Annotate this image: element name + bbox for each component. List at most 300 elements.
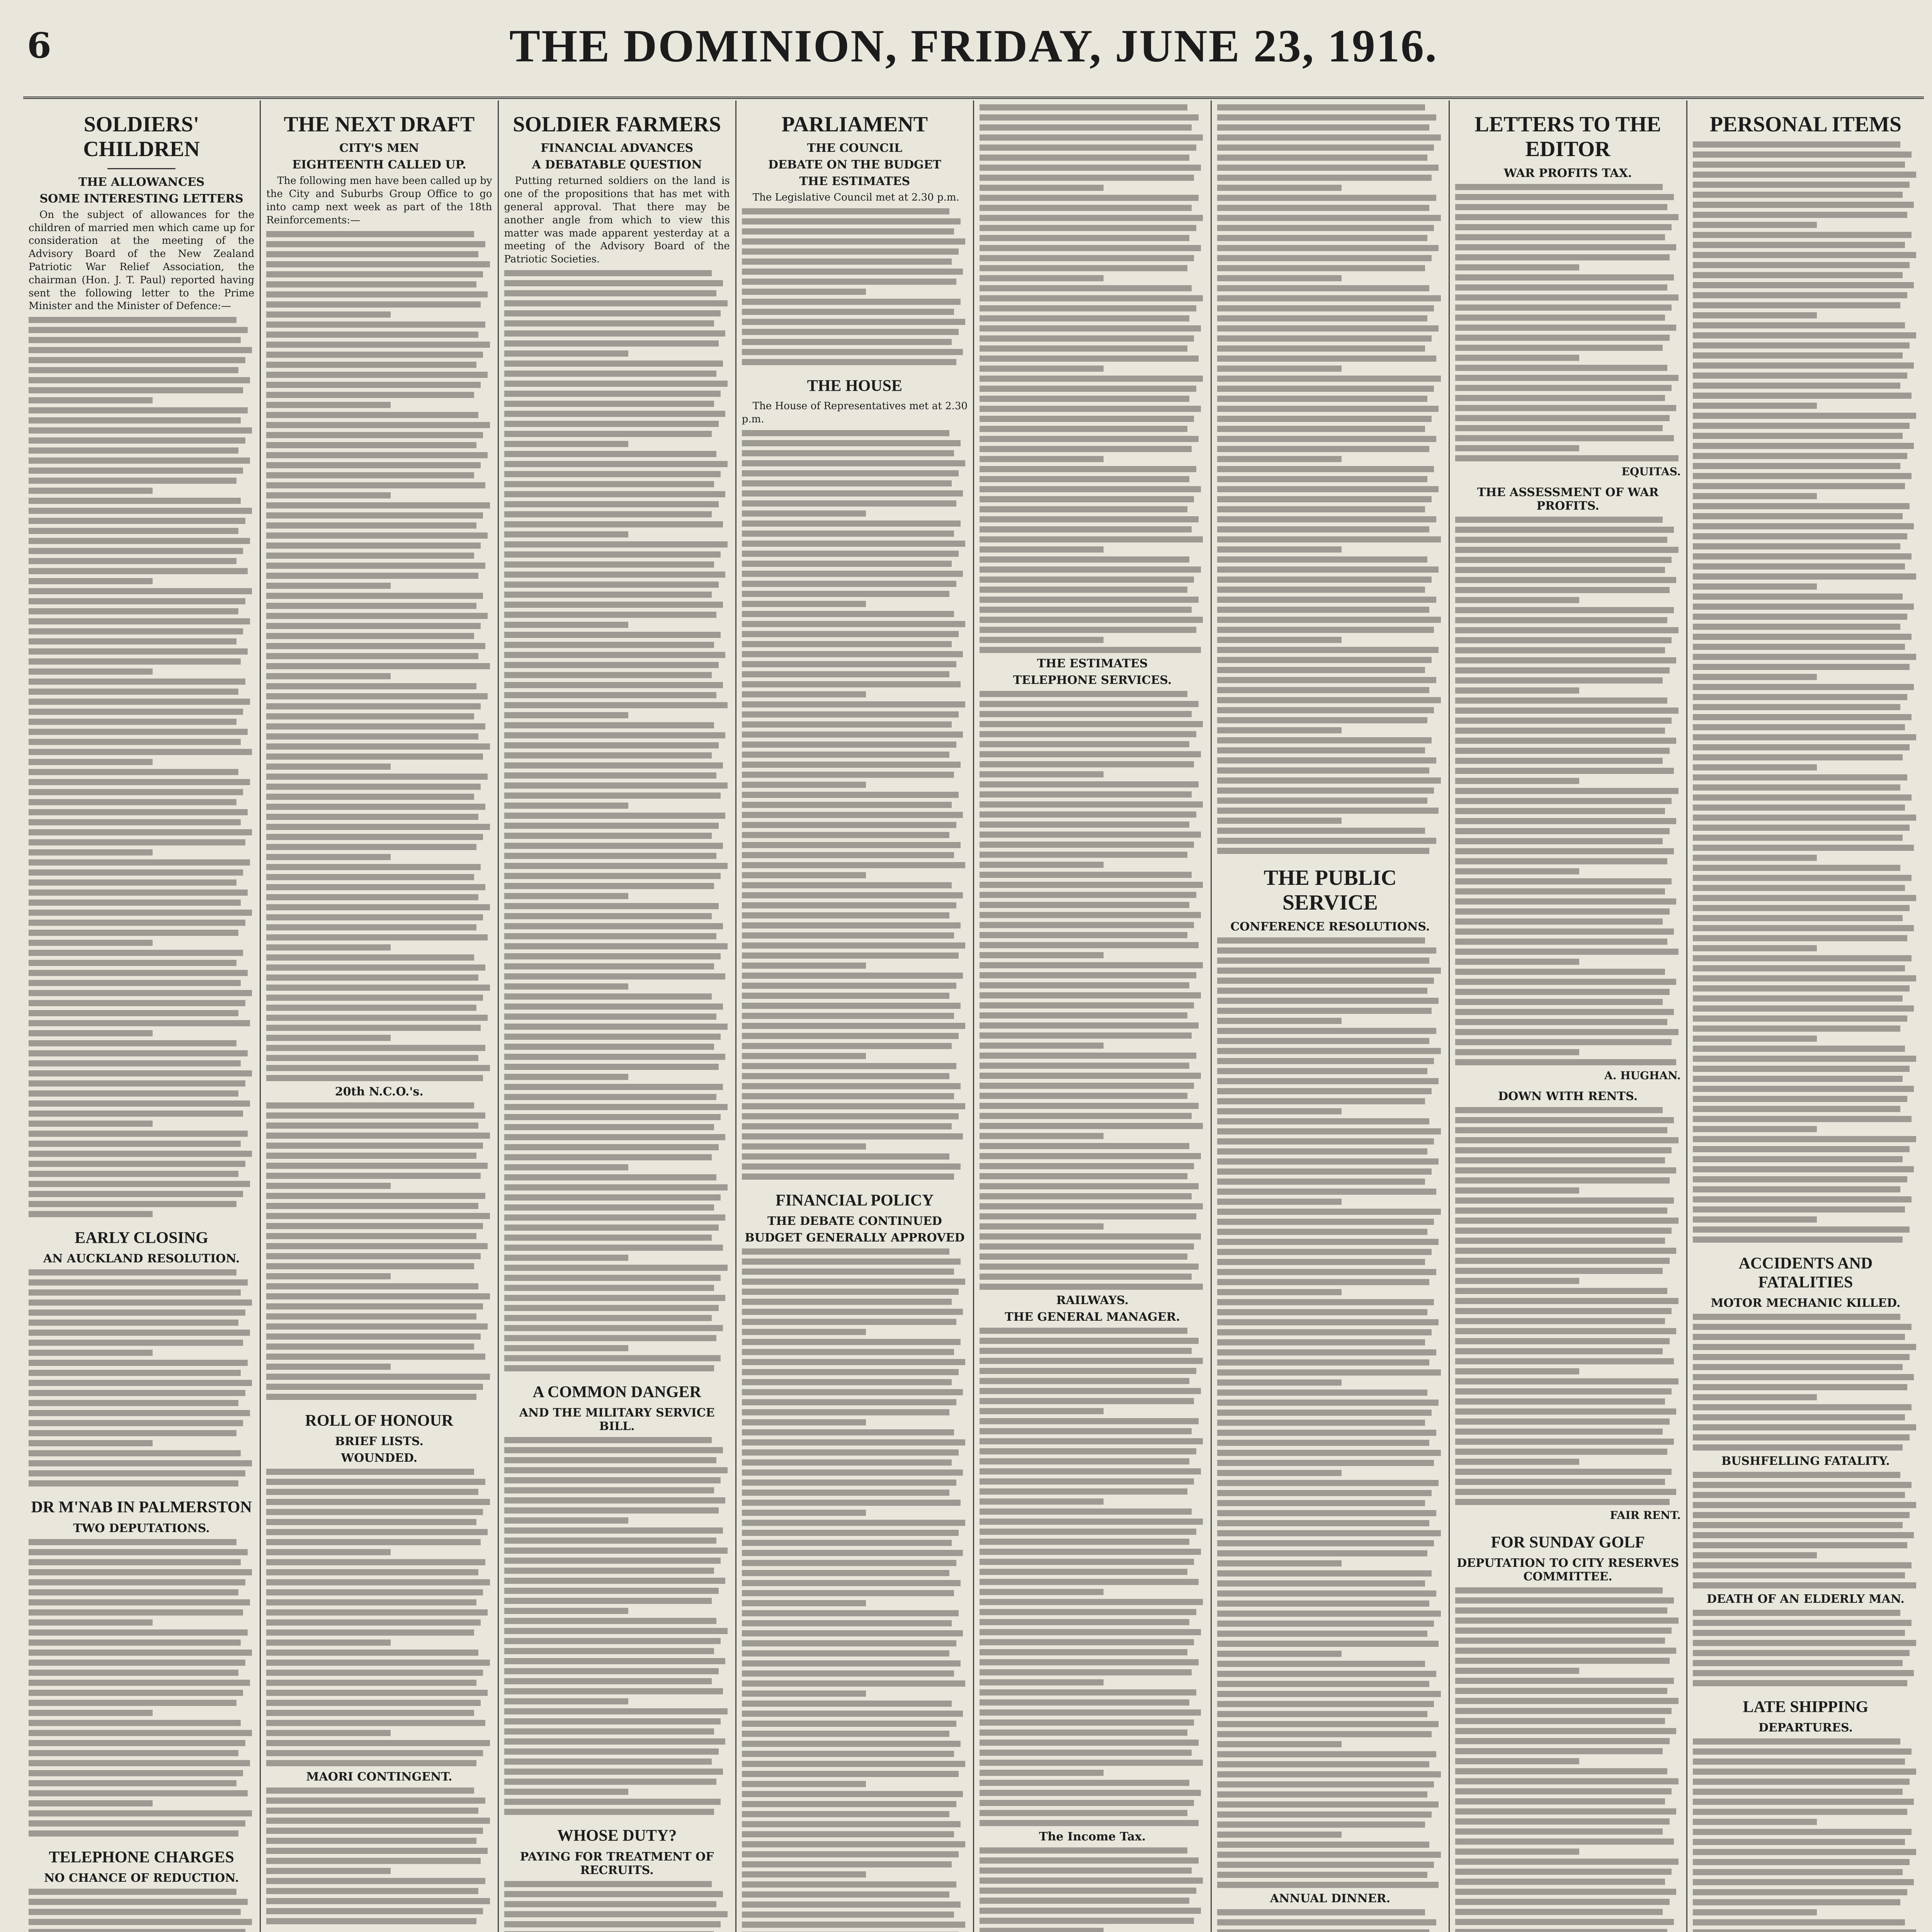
text-line: [266, 1549, 390, 1555]
text-line: [504, 1799, 721, 1805]
text-line: [1693, 634, 1912, 640]
text-line: [1693, 1005, 1914, 1012]
text-line: [29, 970, 248, 976]
text-line: [1455, 1648, 1677, 1654]
article-headline: SOLDIER FARMERS: [513, 112, 721, 136]
text-line: [980, 185, 1104, 191]
text-line: [980, 205, 1192, 211]
text-line: [1217, 145, 1434, 151]
text-line: [1455, 395, 1665, 401]
text-line: [1693, 533, 1907, 539]
text-line: [1693, 1492, 1905, 1498]
text-line: [742, 952, 959, 959]
text-line: [980, 486, 1201, 492]
text-line: [1455, 1768, 1667, 1774]
text-line: [266, 663, 490, 669]
text-line: [29, 1700, 236, 1706]
text-line: [1455, 1919, 1674, 1925]
text-line: [266, 1479, 485, 1485]
text-line: [1693, 282, 1914, 288]
text-line: [1693, 1196, 1912, 1202]
text-line: [29, 889, 248, 896]
text-line: [266, 1303, 483, 1310]
text-line: [1217, 1349, 1436, 1355]
article-body: [742, 1248, 968, 1932]
text-line: [1217, 737, 1432, 743]
text-line: [1693, 1552, 1817, 1558]
article-subhead: WOUNDED.: [341, 1451, 418, 1465]
text-line: [980, 556, 1189, 563]
text-line: [504, 1648, 714, 1654]
text-line: [29, 638, 236, 645]
text-line: [742, 1540, 952, 1546]
text-line: [980, 1760, 1203, 1766]
text-line: [980, 1468, 1201, 1475]
text-line: [1217, 1048, 1440, 1054]
text-line: [742, 460, 965, 466]
text-line: [742, 1103, 965, 1109]
text-line: [266, 452, 488, 458]
article-subhead: THE ASSESSMENT OF WAR PROFITS.: [1477, 485, 1659, 513]
text-line: [29, 1141, 241, 1147]
columns: [23, 100, 1924, 1932]
text-line: [742, 541, 965, 547]
text-line: [1455, 788, 1679, 794]
text-line: [980, 577, 1194, 583]
text-line: [1455, 1228, 1672, 1234]
text-line: [29, 317, 236, 323]
text-line: [266, 422, 490, 428]
text-line: [1217, 828, 1425, 834]
text-line: [29, 1350, 153, 1356]
text-line: [266, 985, 490, 991]
text-line: [1217, 968, 1440, 974]
text-line: [1217, 1028, 1436, 1034]
text-line: [504, 1114, 721, 1120]
text-line: [742, 1550, 963, 1556]
text-line: [980, 711, 1192, 717]
text-line: [742, 993, 950, 999]
text-line: [1693, 1670, 1914, 1676]
text-line: [29, 829, 252, 835]
text-line: [742, 1143, 866, 1150]
text-line: [1693, 433, 1903, 439]
text-line: [266, 1263, 474, 1269]
text-line: [1693, 563, 1905, 570]
text-line: [29, 1919, 252, 1925]
text-line: [504, 1738, 726, 1745]
text-line: [1693, 614, 1907, 620]
text-line: [1693, 151, 1912, 158]
text-line: [1693, 935, 1907, 941]
text-line: [266, 1888, 478, 1894]
text-line: [504, 1225, 719, 1231]
article-body: [742, 208, 968, 365]
text-line: [742, 259, 952, 265]
text-line: [742, 1650, 950, 1656]
text-line: [1455, 1617, 1679, 1624]
text-line: [1217, 1641, 1439, 1647]
text-line: [980, 617, 1203, 623]
text-line: [742, 1349, 954, 1355]
text-line: [504, 1578, 726, 1584]
text-line: [1217, 717, 1427, 723]
text-line: [266, 643, 485, 649]
text-line: [29, 1060, 241, 1066]
text-line: [504, 1265, 728, 1271]
text-line: [742, 1439, 965, 1446]
text-line: [1217, 1098, 1425, 1104]
text-line: [1217, 1118, 1429, 1124]
text-line: [266, 271, 483, 277]
text-line: [1217, 1681, 1429, 1687]
text-line: [29, 538, 250, 544]
text-line: [266, 794, 474, 800]
text-line: [266, 633, 474, 639]
text-line: [504, 913, 712, 919]
text-line: [1455, 1449, 1667, 1455]
text-line: [1693, 1532, 1914, 1538]
text-line: [1455, 1029, 1679, 1035]
text-line: [1455, 677, 1663, 684]
text-line: [1455, 1049, 1579, 1055]
text-line: [742, 1620, 952, 1626]
text-line: [504, 471, 721, 477]
text-line: [1455, 1698, 1679, 1704]
text-line: [980, 731, 1196, 737]
text-line: [1455, 1758, 1579, 1764]
text-line: [29, 478, 236, 484]
article-subhead: 20th N.C.O.'s.: [335, 1085, 423, 1099]
text-line: [1217, 1909, 1425, 1915]
text-line: [742, 1490, 950, 1496]
text-line: [504, 612, 716, 618]
text-line: [1455, 1678, 1674, 1684]
text-line: [504, 1558, 721, 1564]
text-line: [980, 942, 1199, 948]
text-line: [1217, 677, 1436, 683]
text-line: [742, 1600, 866, 1606]
text-line: [980, 1398, 1194, 1404]
text-line: [1693, 965, 1905, 971]
text-line: [266, 1233, 476, 1239]
text-line: [266, 683, 476, 689]
text-line: [1693, 583, 1817, 590]
text-line: [1217, 1560, 1341, 1566]
text-line: [742, 248, 959, 255]
text-line: [742, 1841, 965, 1847]
text-line: [1693, 684, 1914, 690]
text-line: [1693, 1610, 1901, 1616]
text-line: [1217, 386, 1434, 392]
article-body: [29, 1539, 254, 1837]
text-line: [1455, 1929, 1667, 1932]
text-line: [742, 661, 956, 667]
text-line: [1217, 1158, 1439, 1165]
article-body: [1455, 1107, 1681, 1505]
text-line: [742, 561, 952, 567]
text-line: [980, 1918, 1194, 1924]
text-line: [742, 1912, 954, 1918]
text-line: [1455, 858, 1667, 864]
text-line: [29, 1211, 153, 1217]
text-line: [1217, 697, 1440, 703]
text-line: [504, 431, 712, 437]
text-line: [29, 1820, 245, 1827]
text-line: [742, 1751, 954, 1757]
text-line: [1693, 1929, 1916, 1932]
text-line: [266, 1323, 488, 1330]
text-line: [1455, 607, 1674, 613]
text-line: [980, 1498, 1104, 1505]
text-line: [1217, 1611, 1440, 1617]
text-line: [29, 1360, 248, 1366]
text-line: [742, 329, 959, 335]
text-line: [504, 441, 628, 447]
text-line: [504, 803, 628, 809]
article-subhead: CITY'S MEN: [339, 141, 419, 155]
text-line: [29, 1201, 236, 1207]
text-line: [980, 1163, 1194, 1169]
text-line: [742, 359, 956, 365]
text-line: [1455, 415, 1670, 421]
text-line: [1455, 1668, 1579, 1674]
text-line: [1455, 768, 1674, 774]
text-line: [504, 451, 716, 457]
text-line: [504, 652, 726, 658]
text-line: [1217, 1872, 1427, 1878]
text-line: [266, 1075, 483, 1081]
text-line: [1693, 1512, 1910, 1518]
text-line: [266, 1173, 481, 1179]
text-line: [1217, 1832, 1341, 1838]
text-line: [980, 1519, 1203, 1525]
text-line: [504, 903, 719, 909]
text-line: [1693, 1640, 1916, 1646]
text-line: [742, 1640, 956, 1646]
text-line: [29, 578, 153, 584]
text-line: [742, 1299, 952, 1305]
text-line: [266, 1858, 481, 1864]
text-line: [504, 501, 719, 507]
text-line: [266, 1055, 478, 1061]
text-line: [742, 1173, 954, 1180]
text-line: [1455, 908, 1670, 915]
text-line: [504, 1588, 719, 1594]
text-line: [1693, 1156, 1903, 1162]
text-line: [1217, 1470, 1341, 1476]
text-line: [980, 275, 1104, 281]
text-line: [266, 1253, 481, 1259]
text-line: [1455, 1708, 1672, 1714]
text-line: [1455, 878, 1672, 884]
text-line: [1217, 155, 1427, 161]
text-line: [742, 1791, 963, 1797]
article-body: [1217, 1909, 1443, 1932]
text-line: [504, 963, 714, 969]
text-line: [742, 1480, 956, 1486]
letter-signature: EQUITAS.: [1621, 465, 1681, 478]
text-line: [266, 884, 485, 890]
text-line: [1693, 1650, 1910, 1656]
text-line: [1217, 808, 1439, 814]
text-line: [980, 1233, 1201, 1240]
text-line: [1217, 1410, 1432, 1416]
text-line: [980, 637, 1104, 643]
text-line: [980, 1022, 1199, 1029]
text-line: [266, 332, 478, 338]
text-line: [1693, 1472, 1901, 1478]
text-line: [1217, 1440, 1429, 1446]
text-line: [29, 1690, 243, 1696]
text-line: [1693, 784, 1901, 791]
text-line: [1693, 513, 1903, 519]
text-line: [1455, 1338, 1670, 1344]
text-line: [1217, 998, 1439, 1004]
text-line: [1455, 667, 1670, 673]
text-line: [29, 1650, 252, 1656]
text-line: [742, 1153, 950, 1160]
text-line: [1693, 403, 1817, 409]
text-line: [1217, 988, 1427, 994]
text-line: [1455, 868, 1579, 874]
text-line: [1455, 657, 1677, 663]
text-line: [980, 721, 1203, 727]
text-line: [980, 235, 1189, 241]
text-line: [504, 1708, 728, 1714]
text-line: [742, 1721, 956, 1727]
text-line: [742, 842, 961, 848]
text-line: [1693, 463, 1901, 469]
text-line: [980, 376, 1203, 382]
text-line: [266, 1333, 481, 1340]
text-line: [29, 1579, 245, 1585]
article-body: [266, 1469, 492, 1766]
article-paragraph: On the subject of allowances for the children of married men which came up for consideration at the meeting of the Advisory Board of the New Zealand Patriotic War Relief Association, the chairman (Hon. J. T. Paul) reported having sent the following letter to the Prime Minister and the Minister of Defence:—: [29, 209, 255, 312]
text-line: [504, 551, 721, 558]
text-line: [1217, 1289, 1341, 1295]
text-line: [504, 622, 628, 628]
text-line: [1693, 443, 1914, 449]
column-5: [974, 100, 1212, 1932]
text-line: [980, 1770, 1104, 1776]
text-line: [29, 1899, 248, 1905]
text-line: [742, 872, 866, 878]
text-line: [1693, 523, 1914, 529]
text-line: [1455, 1308, 1672, 1314]
text-line: [1455, 214, 1679, 220]
text-line: [29, 327, 248, 333]
text-line: [742, 551, 959, 557]
text-line: [1455, 1909, 1663, 1915]
text-line: [980, 295, 1203, 301]
text-line: [504, 1204, 714, 1211]
text-line: [504, 270, 712, 276]
text-line: [1693, 764, 1817, 770]
text-line: [1217, 1811, 1432, 1818]
text-line: [504, 1325, 723, 1331]
text-line: [1455, 284, 1667, 291]
article-subhead: DEATH OF AN ELDERLY MAN.: [1706, 1592, 1905, 1606]
text-line: [980, 1328, 1187, 1334]
text-line: [980, 1599, 1203, 1605]
text-line: [1693, 302, 1901, 308]
text-line: [29, 1720, 241, 1726]
article-body: [504, 1437, 730, 1815]
text-line: [1217, 426, 1425, 432]
text-line: [504, 1618, 716, 1624]
text-line: [980, 811, 1196, 818]
text-line: [1455, 304, 1672, 311]
article-subhead: EIGHTEENTH CALLED UP.: [292, 158, 466, 172]
text-line: [266, 904, 490, 910]
text-line: [1693, 1216, 1817, 1223]
text-line: [504, 1134, 726, 1140]
text-line: [742, 1359, 965, 1365]
text-line: [1217, 798, 1427, 804]
text-line: [29, 498, 241, 504]
text-line: [1693, 362, 1914, 369]
text-line: [742, 772, 954, 778]
text-line: [742, 1053, 866, 1059]
text-line: [266, 1720, 485, 1726]
article-subhead: TWO DEPUTATIONS.: [73, 1521, 210, 1535]
article-subhead: A DEBATABLE QUESTION: [532, 158, 702, 172]
text-line: [29, 1670, 238, 1676]
text-line: [504, 461, 728, 467]
column-2: [261, 100, 498, 1932]
text-line: [1693, 1015, 1907, 1022]
text-line: [1693, 1542, 1907, 1548]
text-line: [266, 703, 481, 709]
article-headline: A COMMON DANGER: [532, 1383, 701, 1401]
text-line: [1693, 1779, 1910, 1785]
text-line: [29, 1830, 238, 1837]
text-line: [1455, 989, 1670, 995]
text-line: [1217, 1179, 1425, 1185]
text-line: [742, 218, 961, 224]
text-line: [742, 631, 959, 637]
text-line: [980, 305, 1196, 311]
text-line: [29, 1320, 238, 1326]
text-line: [980, 882, 1203, 888]
text-line: [1217, 1460, 1434, 1466]
text-line: [1217, 1842, 1429, 1848]
text-line: [1455, 979, 1677, 985]
article-headline: EARLY CLOSING: [75, 1229, 209, 1247]
column-6: [1212, 100, 1449, 1932]
text-line: [29, 689, 238, 695]
text-line: [1693, 573, 1916, 580]
text-line: [980, 1103, 1199, 1109]
text-line: [504, 672, 712, 678]
text-line: [742, 1660, 961, 1667]
text-line: [266, 1690, 488, 1696]
text-line: [742, 862, 965, 868]
text-line: [1455, 1429, 1663, 1435]
text-line: [504, 1698, 628, 1704]
text-line: [1217, 376, 1440, 382]
text-line: [1217, 366, 1341, 372]
text-line: [1455, 1019, 1667, 1025]
text-line: [1693, 845, 1914, 851]
text-line: [29, 1619, 153, 1626]
text-line: [1217, 1919, 1436, 1925]
text-line: [504, 1084, 723, 1090]
article-body: [1693, 141, 1918, 1243]
text-line: [1217, 1882, 1439, 1888]
text-line: [1693, 1394, 1817, 1400]
